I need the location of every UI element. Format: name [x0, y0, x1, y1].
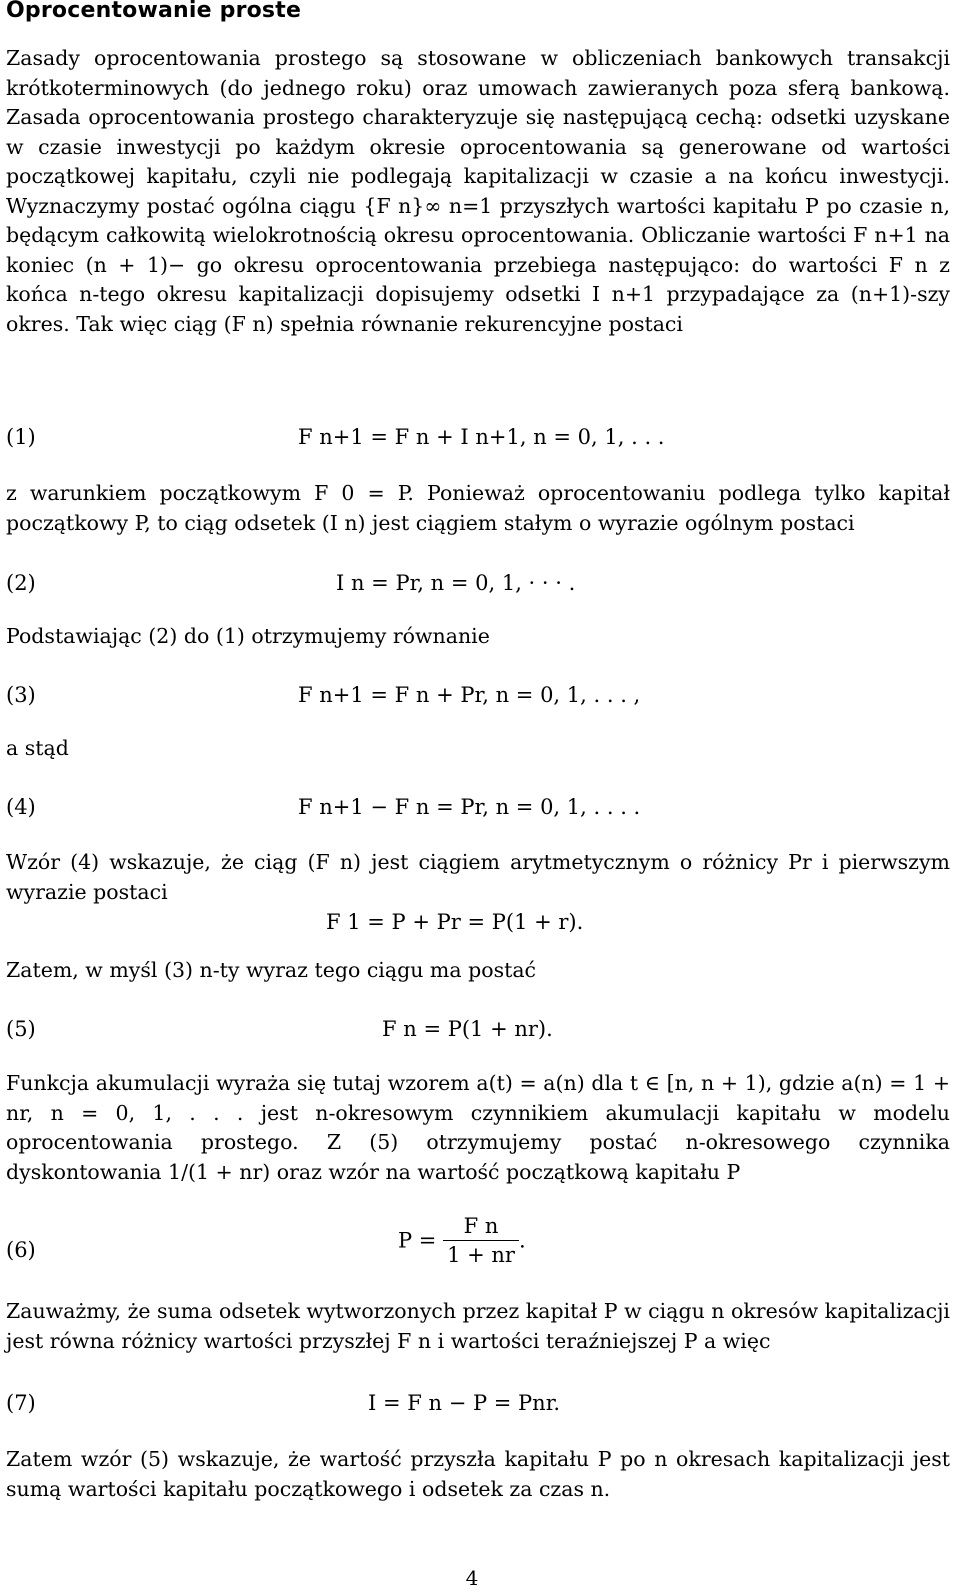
- equation-7: [6, 1386, 950, 1420]
- fraction-denominator: 1 + nr: [447, 1243, 515, 1267]
- equation-body: F n+1 = F n + Pr, n = 0, 1, . . . ,: [298, 683, 641, 707]
- equation-body: I n = Pr, n = 0, 1, · · · .: [336, 571, 576, 595]
- equation-number: (7): [6, 1391, 36, 1415]
- equation-body: F n+1 − F n = Pr, n = 0, 1, . . . .: [298, 795, 641, 819]
- equation-number: (6): [6, 1238, 36, 1262]
- formula-first-term: F 1 = P + Pr = P(1 + r).: [326, 910, 584, 934]
- equation-number: (3): [6, 683, 36, 707]
- paragraph-intro: Zasady oprocentowania prostego są stosowane w obliczeniach bankowych transakcji krótkoterminowych (do jednego roku) oraz umowach zawieranych poza sferą bankową. Zasada oprocentowania prostego charakteryzuje się następującą cechą: odsetki uzyskane w czasie inwestycji po każdym okresie oprocentowania są generowane od wartości początkowej kapitału, czyli nie podlegają kapitalizacji w czasie a na końcu inwestycji. Wyznaczymy postać ogólna ciągu {F n}∞ n=1 przyszłych wartości kapitału P po czasie n, będącym całkowitą wielokrotnością okresu oprocentowania. Obliczanie wartości F n+1 na koniec (n + 1)− go okresu oprocentowania przebiega następująco: do wartości F n z końca n-tego okresu kapitalizacji dopisujemy odsetki I n+1 przypadające za (n+1)-szy okres. Tak więc ciąg (F n) spełnia równanie rekurencyjne postaci: [6, 46, 950, 336]
- fraction: [443, 1214, 519, 1267]
- equation-body: I = F n − P = Pnr.: [368, 1391, 561, 1415]
- paragraph-hence: a stąd: [6, 736, 69, 760]
- paragraph-initial-condition: z warunkiem początkowym F 0 = P. Ponieważ oprocentowaniu podlega tylko kapitał początkowy P, to ciąg odsetek (I n) jest ciągiem stałym o wyrazie ogólnym postaci: [6, 481, 950, 535]
- equation-number: (5): [6, 1017, 36, 1041]
- fraction-numerator: F n: [443, 1214, 519, 1241]
- equation-4: [6, 790, 950, 824]
- equation-lhs: P =: [398, 1228, 437, 1253]
- page-number: 4: [465, 1566, 479, 1590]
- equation-body: F n = P(1 + nr).: [382, 1017, 553, 1041]
- equation-6-body: [398, 1214, 526, 1267]
- paragraph-nth-term: Zatem, w myśl (3) n-ty wyraz tego ciągu ma postać: [6, 958, 537, 982]
- equation-trail: .: [518, 1228, 526, 1253]
- equation-3: [6, 678, 950, 712]
- paragraph-substitution: Podstawiając (2) do (1) otrzymujemy równanie: [6, 624, 490, 648]
- equation-body: F n+1 = F n + I n+1, n = 0, 1, . . .: [298, 425, 665, 449]
- equation-number: (1): [6, 425, 36, 449]
- equation-number: (2): [6, 571, 36, 595]
- equation-2: [6, 566, 950, 600]
- paragraph-arithmetic: Wzór (4) wskazuje, że ciąg (F n) jest ciągiem arytmetycznym o różnicy Pr i pierwszym wyrazie postaci: [6, 850, 950, 904]
- paragraph-interest-sum: Zauważmy, że suma odsetek wytworzonych przez kapitał P w ciągu n okresów kapitalizacji jest równa różnicy wartości przyszłej F n i wartości teraźniejszej P a więc: [6, 1299, 950, 1353]
- section-title: Oprocentowanie proste: [6, 0, 302, 23]
- equation-number: (4): [6, 795, 36, 819]
- equation-1: [6, 420, 950, 454]
- equation-5: [6, 1012, 950, 1046]
- paragraph-accumulation: Funkcja akumulacji wyraża się tutaj wzorem a(t) = a(n) dla t ∈ [n, n + 1), gdzie a(n) = 1 + nr, n = 0, 1, . . . jest n-okresowym czynnikiem akumulacji kapitału w modelu oprocentowania prostego. Z (5) otrzymujemy postać n-okresowego czynnika dyskontowania 1/(1 + nr) oraz wzór na wartość początkową kapitału P: [6, 1071, 950, 1184]
- paragraph-conclusion: Zatem wzór (5) wskazuje, że wartość przyszła kapitału P po n okresach kapitalizacji jest sumą wartości kapitału początkowego i odsetek za czas n.: [6, 1447, 950, 1501]
